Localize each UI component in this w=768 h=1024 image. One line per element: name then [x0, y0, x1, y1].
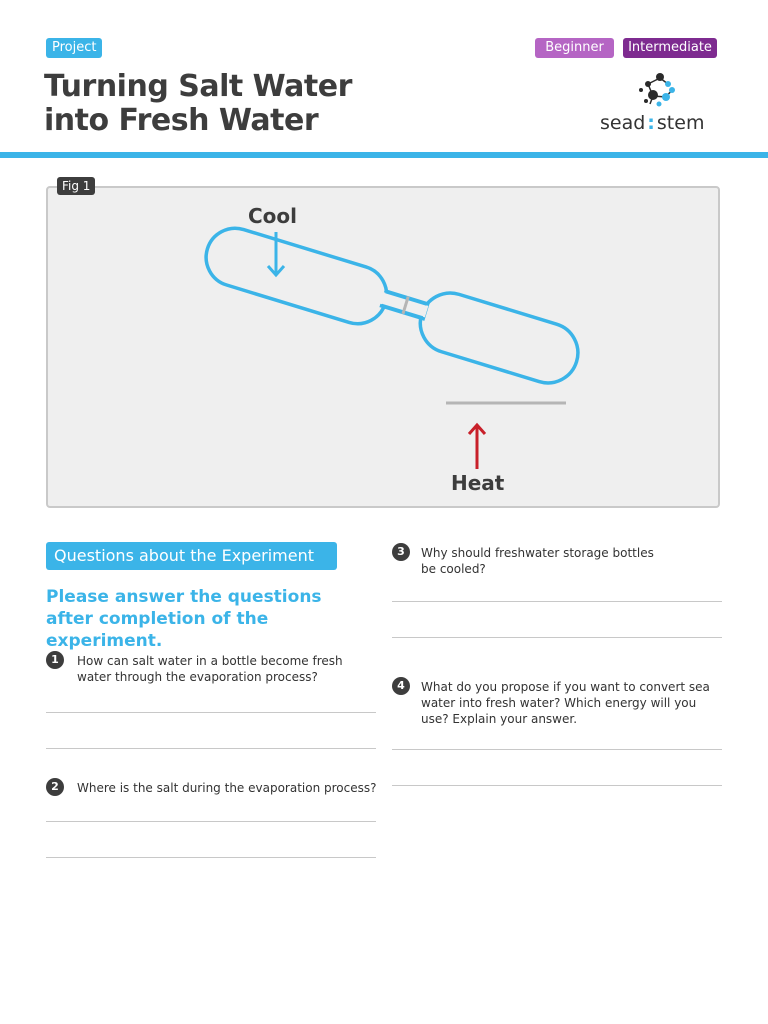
question-2-text: Where is the salt during the evaporation process?: [77, 781, 377, 795]
sead-stem-logo: [598, 70, 722, 136]
answer-line[interactable]: [46, 857, 376, 858]
logo-separator: :: [647, 112, 655, 134]
page-title: [44, 70, 352, 138]
logo-word-sead: sead: [600, 112, 646, 134]
project-tag: Project: [46, 38, 102, 58]
question-3-number: 3: [392, 543, 410, 561]
heat-arrow: [469, 425, 485, 469]
question-2-number: 2: [46, 778, 64, 796]
beginner-tag: Beginner: [535, 38, 614, 58]
heat-label: Heat: [451, 471, 505, 495]
question-1-number: 1: [46, 651, 64, 669]
instructions-text: Please answer the questions after completion of the experiment.: [46, 587, 322, 651]
distillation-diagram: [46, 186, 720, 508]
answer-line[interactable]: [392, 785, 722, 786]
cool-label: Cool: [248, 204, 298, 228]
logo-word-stem: stem: [656, 112, 705, 134]
molecule-icon: [598, 70, 722, 114]
answer-line[interactable]: [392, 601, 722, 602]
heat-bottle: [413, 286, 585, 391]
answer-line[interactable]: [392, 749, 722, 750]
title-line-2: into Fresh Water: [44, 103, 319, 138]
title-line-1: Turning Salt Water: [44, 69, 352, 104]
question-4-text: What do you propose if you want to convert sea water into fresh water? Which energy will you use? Explain your answer.: [421, 680, 710, 726]
answer-line[interactable]: [392, 637, 722, 638]
section-badge: Questions about the Experiment: [46, 542, 337, 570]
answer-line[interactable]: [46, 712, 376, 713]
answer-line[interactable]: [46, 821, 376, 822]
figure-label: Fig 1: [57, 177, 95, 195]
intermediate-tag: Intermediate: [623, 38, 717, 58]
question-3-text: Why should freshwater storage bottles be cooled?: [421, 546, 654, 576]
answer-line[interactable]: [46, 748, 376, 749]
header-divider: [0, 152, 768, 158]
logo-wordmark: [600, 112, 704, 134]
question-4-number: 4: [392, 677, 410, 695]
cool-bottle: [199, 221, 394, 331]
question-1-text: How can salt water in a bottle become fresh water through the evaporation process?: [77, 654, 343, 684]
